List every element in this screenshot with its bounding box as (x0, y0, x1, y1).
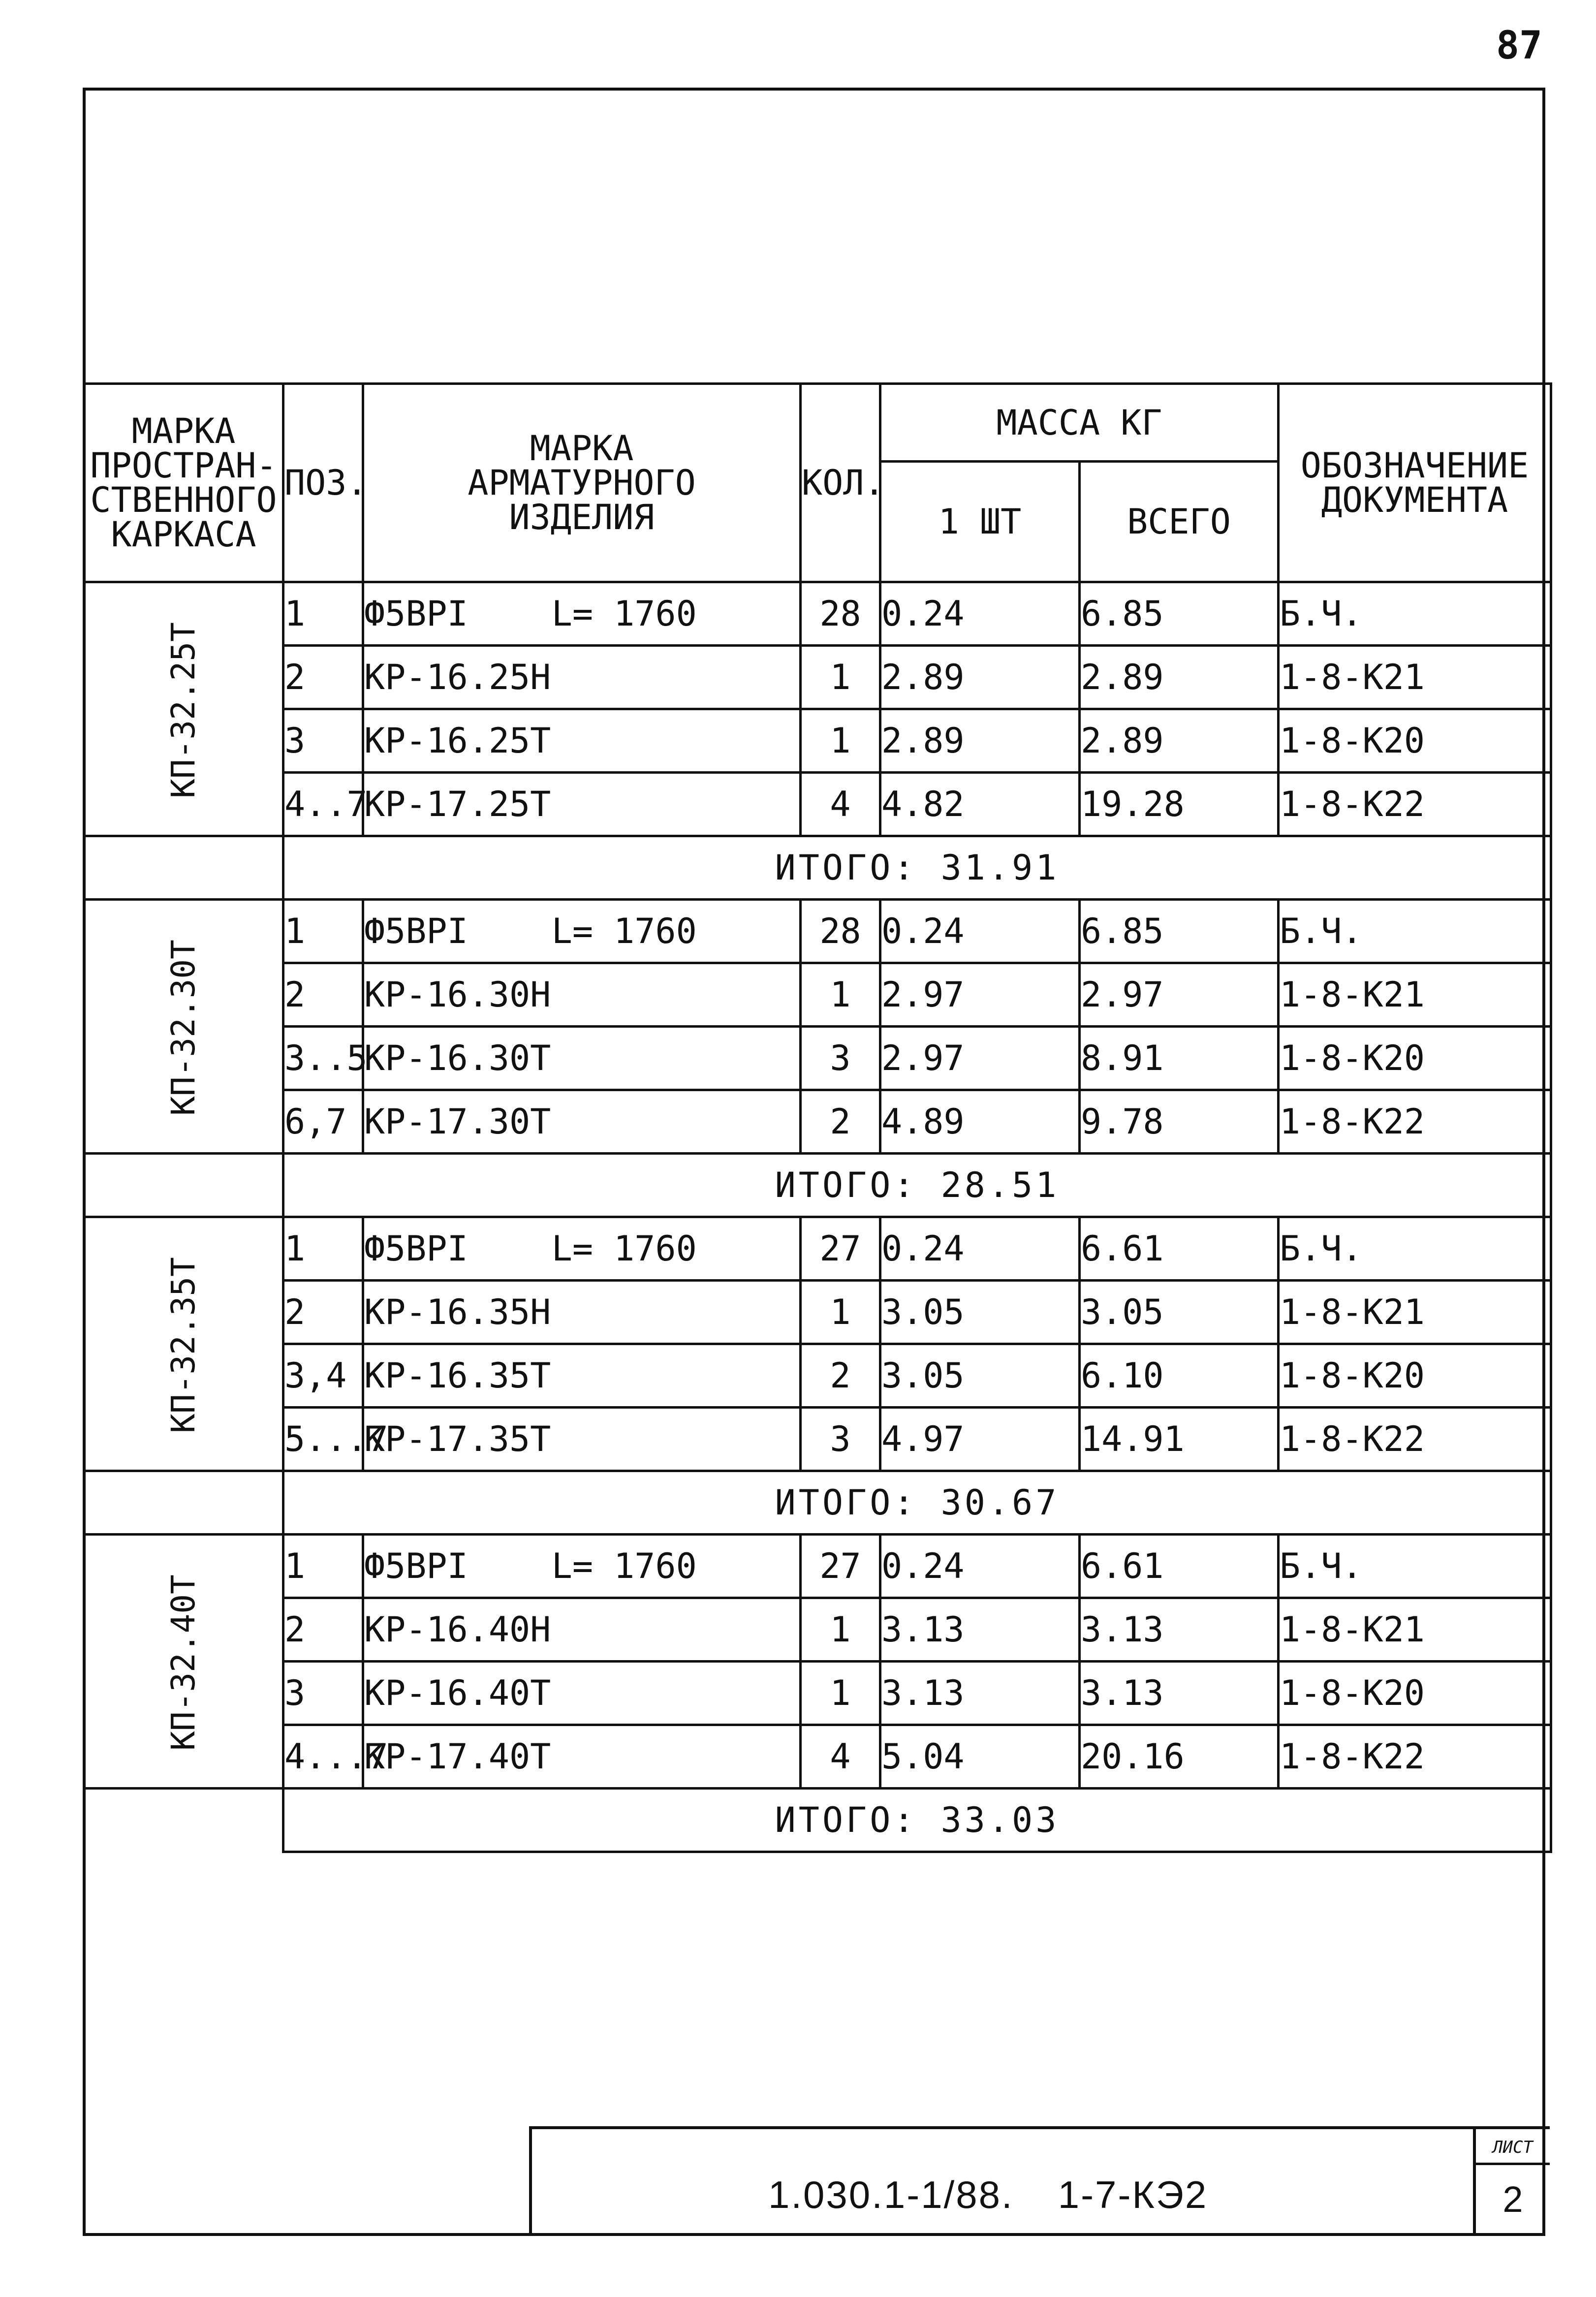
mass-total-cell: 6.10 (1080, 1344, 1279, 1408)
group-total: ИТОГО: 28.51 (283, 1154, 1551, 1217)
position-cell: 3,4 (283, 1344, 363, 1408)
total-row-spacer (84, 1471, 283, 1535)
mass-total-cell: 2.89 (1080, 646, 1279, 709)
total-row-spacer (84, 836, 283, 900)
mass-total-cell: 20.16 (1080, 1725, 1279, 1789)
position-cell: 4..7 (283, 773, 363, 836)
quantity-cell: 3 (801, 1027, 880, 1090)
document-designation (768, 2172, 1208, 2217)
item-mark: КР-16.35Т (364, 1355, 551, 1396)
header-frame-mark: МАРКА ПРОСТРАН- СТВЕННОГО КАРКАСА (84, 384, 283, 582)
position-cell: 2 (283, 646, 363, 709)
table-row (84, 1090, 1551, 1154)
position-cell: 2 (283, 1598, 363, 1662)
table-row (84, 900, 1551, 963)
document-cell: 1-8-К22 (1279, 1725, 1551, 1789)
table-row (84, 1027, 1551, 1090)
document-cell: 1-8-К20 (1279, 1344, 1551, 1408)
quantity-cell: 3 (801, 1408, 880, 1471)
quantity-cell: 2 (801, 1090, 880, 1154)
frame-mark-label: КП-32.30Т (164, 939, 202, 1116)
mass-unit-cell: 0.24 (880, 1535, 1080, 1598)
table-header (84, 384, 1551, 582)
frame-mark-label: КП-32.35Т (164, 1257, 202, 1433)
total-row (84, 836, 1551, 900)
mass-unit-cell: 4.82 (880, 773, 1080, 836)
frame-mark-label: КП-32.25Т (164, 622, 202, 798)
group-total: ИТОГО: 31.91 (283, 836, 1551, 900)
mass-unit-cell: 2.97 (880, 963, 1080, 1027)
total-row (84, 1471, 1551, 1535)
quantity-cell: 1 (801, 709, 880, 773)
table-row (84, 1598, 1551, 1662)
position-cell: 2 (283, 1281, 363, 1344)
mass-total-cell: 2.97 (1080, 963, 1279, 1027)
quantity-cell: 1 (801, 963, 880, 1027)
mass-total-cell: 9.78 (1080, 1090, 1279, 1154)
document-cell: Б.Ч. (1279, 582, 1551, 646)
mass-unit-cell: 0.24 (880, 582, 1080, 646)
mass-unit-cell: 2.97 (880, 1027, 1080, 1090)
mass-unit-cell: 4.89 (880, 1090, 1080, 1154)
item-length: L= 1760 (551, 1546, 697, 1586)
item-mark-cell (363, 1217, 801, 1281)
quantity-cell: 1 (801, 1598, 880, 1662)
item-mark-cell (363, 1281, 801, 1344)
mass-unit-cell: 0.24 (880, 1217, 1080, 1281)
total-row (84, 1789, 1551, 1852)
mass-total-cell: 6.85 (1080, 900, 1279, 963)
header-mass-total: ВСЕГО (1080, 462, 1279, 582)
position-cell: 3..5 (283, 1027, 363, 1090)
document-cell: 1-8-К22 (1279, 1090, 1551, 1154)
position-cell: 2 (283, 963, 363, 1027)
item-length: L= 1760 (551, 1228, 697, 1269)
item-mark: КР-17.40Т (364, 1736, 551, 1777)
item-mark-cell (363, 963, 801, 1027)
item-mark-cell (363, 1344, 801, 1408)
mass-unit-cell: 0.24 (880, 900, 1080, 963)
frame-mark-label: КП-32.40Т (164, 1574, 202, 1751)
mass-unit-cell: 2.89 (880, 646, 1080, 709)
item-mark: КР-16.25Т (364, 721, 551, 761)
item-mark: КР-17.35Т (364, 1419, 551, 1459)
frame-mark-cell (84, 582, 283, 836)
group-total: ИТОГО: 30.67 (283, 1471, 1551, 1535)
frame-mark-cell (84, 1217, 283, 1471)
position-cell: 3 (283, 1662, 363, 1725)
document-cell: 1-8-К20 (1279, 1027, 1551, 1090)
position-cell: 3 (283, 709, 363, 773)
sheet-label: ЛИСТ (1476, 2132, 1550, 2165)
item-mark-cell (363, 646, 801, 709)
quantity-cell: 27 (801, 1217, 880, 1281)
table-row (84, 1535, 1551, 1598)
table-row (84, 1281, 1551, 1344)
mass-total-cell: 3.13 (1080, 1598, 1279, 1662)
item-mark: КР-16.35Н (364, 1292, 551, 1332)
mass-unit-cell: 3.05 (880, 1281, 1080, 1344)
group-total: ИТОГО: 33.03 (283, 1789, 1551, 1852)
document-cell: Б.Ч. (1279, 1217, 1551, 1281)
header-mass: МАССА КГ (880, 384, 1279, 462)
mass-total-cell: 3.13 (1080, 1662, 1279, 1725)
table-row (84, 1725, 1551, 1789)
document-cell: 1-8-К22 (1279, 1408, 1551, 1471)
position-cell: 4...7 (283, 1725, 363, 1789)
item-mark: Ф5ВРI (364, 594, 468, 634)
item-mark-cell (363, 900, 801, 963)
total-row-spacer (84, 1789, 283, 1852)
item-mark-cell (363, 1662, 801, 1725)
item-mark-cell (363, 1090, 801, 1154)
frame-mark-cell (84, 1535, 283, 1789)
item-mark-cell (363, 709, 801, 773)
item-mark-cell (363, 582, 801, 646)
sheet-number: 2 (1502, 2179, 1523, 2220)
position-cell: 1 (283, 1535, 363, 1598)
sheet-code: 1-7-КЭ2 (1058, 2173, 1208, 2216)
position-cell: 6,7 (283, 1090, 363, 1154)
position-cell: 5...7 (283, 1408, 363, 1471)
item-length: L= 1760 (551, 911, 697, 951)
document-cell: 1-8-К21 (1279, 1598, 1551, 1662)
header-position: ПОЗ. (283, 384, 363, 582)
document-cell: 1-8-К21 (1279, 1281, 1551, 1344)
table-row (84, 1408, 1551, 1471)
item-mark-cell (363, 1725, 801, 1789)
mass-total-cell: 2.89 (1080, 709, 1279, 773)
item-mark: Ф5ВРI (364, 1546, 468, 1586)
quantity-cell: 28 (801, 900, 880, 963)
table-row (84, 1217, 1551, 1281)
quantity-cell: 4 (801, 773, 880, 836)
sheet-box (1473, 2129, 1550, 2236)
item-mark-cell (363, 1027, 801, 1090)
position-cell: 1 (283, 1217, 363, 1281)
header-document: ОБОЗНАЧЕНИЕ ДОКУМЕНТА (1279, 384, 1551, 582)
frame-mark-cell (84, 900, 283, 1154)
quantity-cell: 2 (801, 1344, 880, 1408)
specification-table (83, 382, 1552, 1853)
document-cell: Б.Ч. (1279, 1535, 1551, 1598)
mass-total-cell: 14.91 (1080, 1408, 1279, 1471)
mass-unit-cell: 3.05 (880, 1344, 1080, 1408)
item-mark-cell (363, 773, 801, 836)
table-row (84, 582, 1551, 646)
item-mark-cell (363, 1598, 801, 1662)
mass-unit-cell: 2.89 (880, 709, 1080, 773)
item-mark: КР-16.30Т (364, 1038, 551, 1078)
mass-unit-cell: 4.97 (880, 1408, 1080, 1471)
item-mark: Ф5ВРI (364, 1228, 468, 1269)
table-row (84, 1344, 1551, 1408)
title-block (529, 2126, 1550, 2236)
quantity-cell: 27 (801, 1535, 880, 1598)
item-mark: КР-16.40Т (364, 1673, 551, 1713)
item-mark: КР-16.40Н (364, 1609, 551, 1650)
item-mark: КР-17.30Т (364, 1101, 551, 1142)
table-row (84, 646, 1551, 709)
item-mark: КР-16.25Н (364, 657, 551, 697)
header-item-mark: МАРКА АРМАТУРНОГО ИЗДЕЛИЯ (363, 384, 801, 582)
total-row-spacer (84, 1154, 283, 1217)
table-row (84, 1662, 1551, 1725)
quantity-cell: 1 (801, 1662, 880, 1725)
document-cell: 1-8-К21 (1279, 646, 1551, 709)
table-row (84, 709, 1551, 773)
quantity-cell: 28 (801, 582, 880, 646)
mass-total-cell: 3.05 (1080, 1281, 1279, 1344)
table-row (84, 773, 1551, 836)
position-cell: 1 (283, 900, 363, 963)
mass-total-cell: 6.85 (1080, 582, 1279, 646)
item-mark-cell (363, 1535, 801, 1598)
position-cell: 1 (283, 582, 363, 646)
mass-unit-cell: 3.13 (880, 1662, 1080, 1725)
document-cell: 1-8-К22 (1279, 773, 1551, 836)
table-row (84, 963, 1551, 1027)
item-mark: Ф5ВРI (364, 911, 468, 951)
item-mark: КР-16.30Н (364, 975, 551, 1015)
document-code: 1.030.1-1/88. (768, 2173, 1014, 2216)
mass-total-cell: 6.61 (1080, 1535, 1279, 1598)
document-cell: Б.Ч. (1279, 900, 1551, 963)
item-mark: КР-17.25Т (364, 784, 551, 824)
document-cell: 1-8-К20 (1279, 709, 1551, 773)
mass-total-cell: 6.61 (1080, 1217, 1279, 1281)
page-number: 87 (1496, 24, 1542, 68)
header-quantity: КОЛ. (801, 384, 880, 582)
item-mark-cell (363, 1408, 801, 1471)
quantity-cell: 1 (801, 646, 880, 709)
mass-total-cell: 8.91 (1080, 1027, 1279, 1090)
table-body (84, 582, 1551, 1852)
mass-unit-cell: 5.04 (880, 1725, 1080, 1789)
quantity-cell: 4 (801, 1725, 880, 1789)
quantity-cell: 1 (801, 1281, 880, 1344)
total-row (84, 1154, 1551, 1217)
document-cell: 1-8-К20 (1279, 1662, 1551, 1725)
header-mass-unit: 1 ШТ (880, 462, 1080, 582)
mass-unit-cell: 3.13 (880, 1598, 1080, 1662)
item-length: L= 1760 (551, 594, 697, 634)
document-cell: 1-8-К21 (1279, 963, 1551, 1027)
mass-total-cell: 19.28 (1080, 773, 1279, 836)
